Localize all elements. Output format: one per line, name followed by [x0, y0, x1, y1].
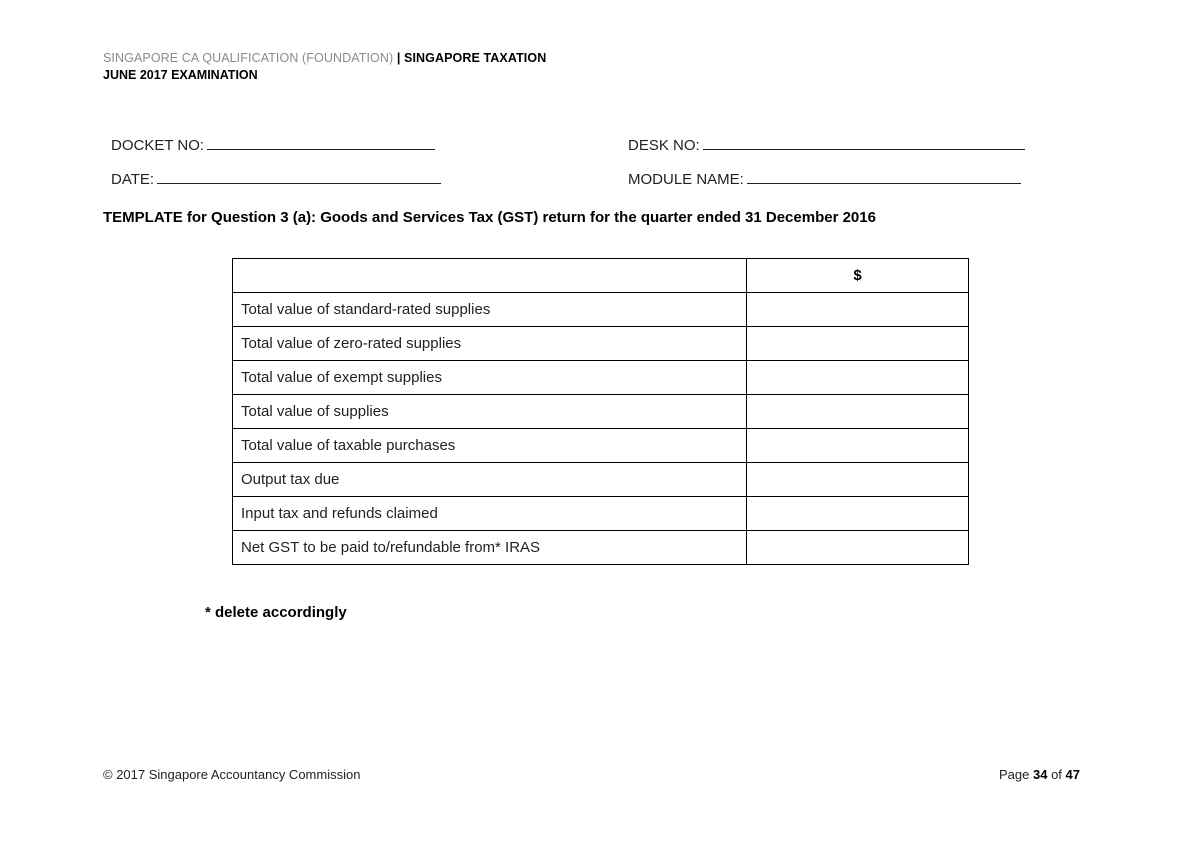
amount-cell[interactable] — [747, 463, 969, 497]
row-label: Input tax and refunds claimed — [233, 497, 747, 531]
amount-cell[interactable] — [747, 531, 969, 565]
row-label: Total value of exempt supplies — [233, 361, 747, 395]
gst-return-table — [232, 258, 969, 565]
module-name-field — [628, 171, 1021, 188]
copyright-notice: © 2017 Singapore Accountancy Commission — [103, 767, 361, 782]
row-label: Total value of taxable purchases — [233, 429, 747, 463]
docket-no-label: DOCKET NO: — [111, 137, 205, 154]
question-title: TEMPLATE for Question 3 (a): Goods and Services Tax (GST) return for the quarter ended 31 December 2016 — [103, 209, 876, 226]
date-blank[interactable] — [157, 171, 441, 184]
table-row — [233, 497, 969, 531]
table-row — [233, 531, 969, 565]
docket-no-blank[interactable] — [207, 137, 435, 150]
desk-no-field — [628, 137, 1025, 154]
table-header-row — [233, 259, 969, 293]
table-row — [233, 293, 969, 327]
docket-no-field — [111, 137, 435, 154]
page-word: Page — [998, 767, 1030, 782]
amount-cell[interactable] — [747, 395, 969, 429]
row-label: Output tax due — [233, 463, 747, 497]
page-of: of — [1051, 767, 1062, 782]
qualification-name: SINGAPORE CA QUALIFICATION (FOUNDATION) — [103, 51, 394, 65]
table-row — [233, 463, 969, 497]
amount-cell[interactable] — [747, 293, 969, 327]
table-row — [233, 327, 969, 361]
row-label: Total value of standard-rated supplies — [233, 293, 747, 327]
amount-header-cell: $ — [747, 259, 969, 293]
row-label: Total value of zero-rated supplies — [233, 327, 747, 361]
page-current: 34 — [1032, 767, 1048, 782]
amount-cell[interactable] — [747, 497, 969, 531]
row-label: Net GST to be paid to/refundable from* IRAS — [233, 531, 747, 565]
table-row — [233, 361, 969, 395]
amount-cell[interactable] — [747, 429, 969, 463]
page-number — [999, 767, 1080, 782]
amount-cell[interactable] — [747, 327, 969, 361]
amount-cell[interactable] — [747, 361, 969, 395]
date-field — [111, 171, 441, 188]
desk-no-blank[interactable] — [703, 137, 1025, 150]
subject-name: SINGAPORE TAXATION — [404, 51, 547, 65]
date-label: DATE: — [111, 171, 155, 188]
desk-no-label: DESK NO: — [628, 137, 700, 154]
page-total: 47 — [1065, 767, 1080, 782]
module-name-label: MODULE NAME: — [628, 171, 744, 188]
description-header-cell — [233, 259, 747, 293]
exam-session: JUNE 2017 EXAMINATION — [103, 68, 258, 82]
document-header — [103, 51, 546, 65]
footnote: * delete accordingly — [205, 604, 347, 621]
header-separator: | — [393, 51, 405, 65]
table-row — [233, 395, 969, 429]
table-row — [233, 429, 969, 463]
module-name-blank[interactable] — [747, 171, 1021, 184]
row-label: Total value of supplies — [233, 395, 747, 429]
